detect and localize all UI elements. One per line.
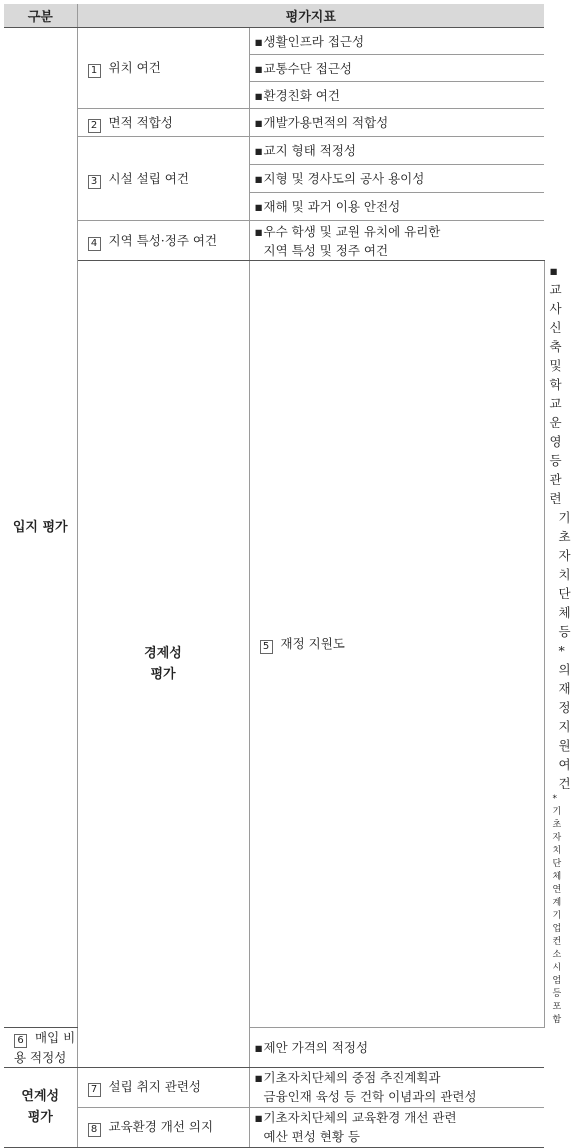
criterion-7 <box>77 1067 249 1107</box>
table-row <box>4 109 544 137</box>
number-box: 6 <box>14 1034 27 1048</box>
indicator-text: 개발가용면적의 적합성 <box>263 115 389 130</box>
criterion-label: 매입 비용 적정성 <box>14 1030 76 1065</box>
criterion-label: 시설 설립 여건 <box>108 170 189 186</box>
group-location: 입지 평가 <box>4 28 77 1028</box>
group-economic <box>77 261 249 1068</box>
criterion-label: 지역 특성·정주 여건 <box>108 232 218 248</box>
indicator-text: 생활인프라 접근성 <box>263 33 365 49</box>
indicator-cell <box>249 1027 544 1067</box>
indicator-text-line2: 기초자치단체 등*의 재정 지원 여건 <box>558 509 571 791</box>
bullet-icon: ▪ <box>254 33 263 49</box>
bullet-icon: ▪ <box>254 60 263 76</box>
bullet-icon: ▪ <box>254 199 263 214</box>
table-row <box>4 221 544 261</box>
table-row <box>4 1067 544 1107</box>
number-box: 7 <box>88 1083 101 1097</box>
indicator-text: 교사 신축 및 학교 운영 등 관련 <box>549 281 562 506</box>
indicator-cell <box>249 1107 544 1147</box>
indicator-cell <box>249 28 544 55</box>
number-box: 1 <box>88 64 101 78</box>
header-row <box>4 4 544 28</box>
indicator-text: 재해 및 과거 이용 안전성 <box>263 199 401 214</box>
group-name-line1: 경제성 <box>144 645 182 661</box>
number-box: 4 <box>88 237 101 251</box>
criterion-label: 재정 지원도 <box>280 635 345 651</box>
number-box: 5 <box>260 640 273 654</box>
indicator-text: 교지 형태 적정성 <box>263 143 356 158</box>
indicator-cell <box>249 165 544 193</box>
indicator-cell <box>249 55 544 82</box>
indicator-cell <box>249 109 544 137</box>
indicator-text-line2: 금융인재 육성 등 건학 이념과의 관련성 <box>263 1089 477 1104</box>
bullet-icon: ▪ <box>549 262 558 278</box>
group-name-line1: 연계성 <box>21 1089 60 1104</box>
header-indicator: 평가지표 <box>77 4 544 28</box>
number-box: 3 <box>88 175 101 189</box>
indicator-cell <box>249 1067 544 1107</box>
bullet-icon: ▪ <box>254 1070 263 1085</box>
number-box: 2 <box>88 119 101 133</box>
indicator-text: 제안 가격의 적정성 <box>263 1039 369 1055</box>
bullet-icon: ▪ <box>254 87 263 103</box>
table-row <box>4 1107 544 1147</box>
criterion-8 <box>77 1107 249 1147</box>
criterion-6 <box>4 1027 77 1067</box>
table-row <box>4 28 544 55</box>
criterion-label: 설립 취지 관련성 <box>108 1079 201 1094</box>
indicator-text-line2: 예산 편성 현황 등 <box>263 1129 360 1144</box>
indicator-cell <box>249 82 544 109</box>
indicator-text: 기초자치단체의 중점 추진계획과 <box>263 1070 441 1085</box>
bullet-icon: ▪ <box>254 1110 263 1125</box>
indicator-text: 교통수단 접근성 <box>263 60 352 76</box>
bullet-icon: ▪ <box>254 171 263 186</box>
indicator-text: 환경친화 여건 <box>263 87 340 103</box>
bullet-icon: ▪ <box>254 1039 263 1055</box>
table-row <box>4 137 544 165</box>
group-name-line2: 평가 <box>150 666 176 682</box>
indicator-cell <box>249 193 544 221</box>
criterion-3 <box>77 137 249 221</box>
group-linkage <box>4 1067 77 1147</box>
number-box: 8 <box>88 1123 101 1137</box>
criterion-5 <box>249 261 544 1028</box>
indicator-text-line2: 지역 특성 및 정주 여건 <box>263 242 389 258</box>
bullet-icon: ▪ <box>254 223 263 239</box>
table-row <box>4 261 544 1028</box>
criterion-label: 교육환경 개선 의지 <box>108 1119 214 1134</box>
indicator-cell <box>249 221 544 261</box>
criterion-label: 위치 여건 <box>108 60 161 75</box>
criterion-4 <box>77 221 249 261</box>
indicator-text: 기초자치단체의 교육환경 개선 관련 <box>263 1110 457 1125</box>
criterion-1 <box>77 28 249 109</box>
group-name-line2: 평가 <box>27 1110 53 1125</box>
criterion-2 <box>77 109 249 137</box>
indicator-text: 우수 학생 및 교원 유치에 유리한 <box>263 223 441 239</box>
criterion-label: 면적 적합성 <box>108 114 173 130</box>
indicator-cell <box>249 137 544 165</box>
bullet-icon: ▪ <box>254 143 263 158</box>
bullet-icon: ▪ <box>254 115 263 130</box>
indicator-text: 지형 및 경사도의 공사 용이성 <box>263 171 425 186</box>
header-category: 구분 <box>4 4 77 28</box>
evaluation-table <box>4 4 571 1148</box>
footnote-text: * 기초자치단체 연계 기업 컨소시엄 등 포함 <box>552 793 562 1025</box>
